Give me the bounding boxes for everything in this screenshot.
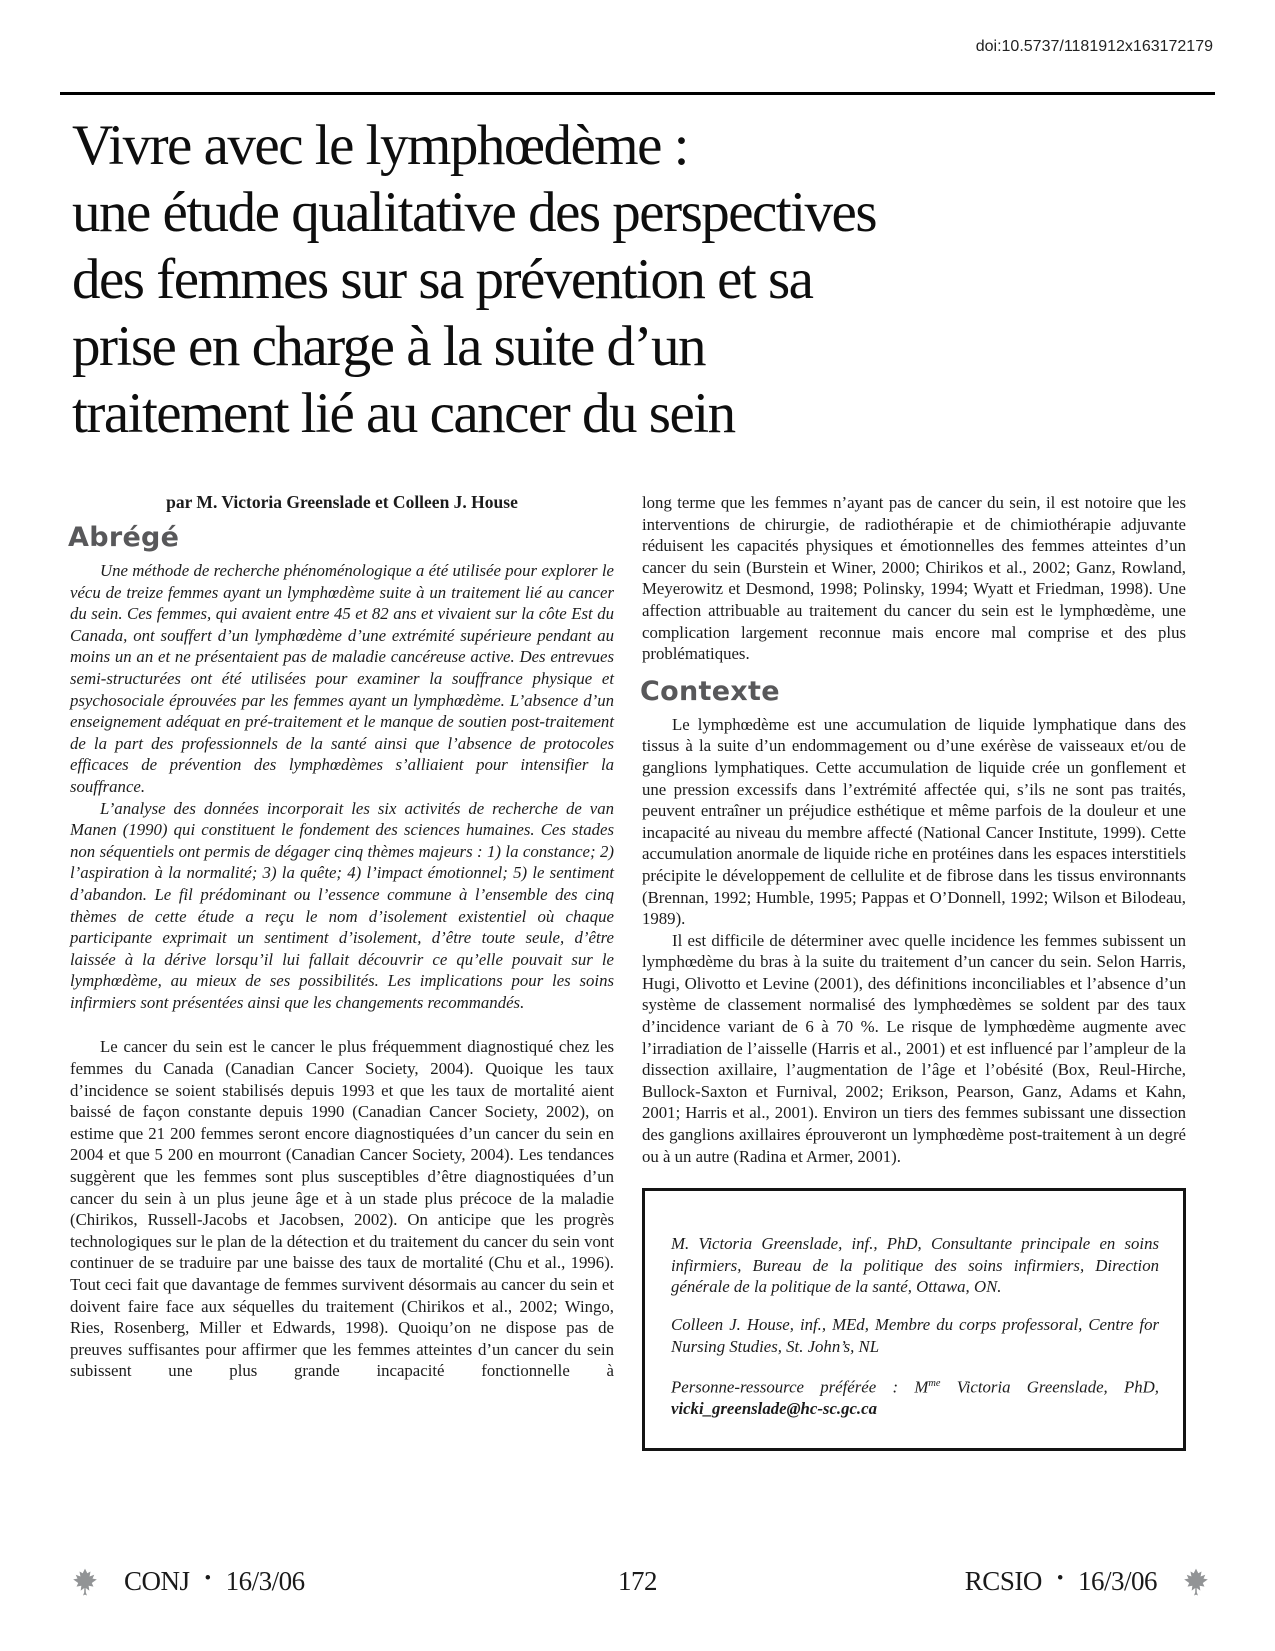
footer-left-date: 16/3/06 xyxy=(225,1566,305,1596)
context-heading: Contexte xyxy=(640,675,780,707)
page-footer xyxy=(0,1566,1275,1608)
title-line-5: traitement lié au cancer du sein xyxy=(72,382,735,445)
article-title xyxy=(72,112,1217,447)
maple-leaf-icon xyxy=(70,1567,100,1597)
title-line-1: Vivre avec le lymphœdème : xyxy=(72,114,688,177)
byline: par M. Victoria Greenslade et Colleen J. House xyxy=(166,492,518,512)
continuation-paragraph: long terme que les femmes n’ayant pas de cancer du sein, il est notoire que les interventions de chirurgie, de radiothérapie et de chimiothérapie adjuvante réduisent les capacités physiques et émotionnelles des femmes atteintes d’un cancer du sein (Burstein et Winer, 2000; Chirikos et al., 2002; Ganz, Rowland, Meyerowitz et Desmond, 1998; Polinsky, 1994; Wyatt et Friedman, 1998). Une affection attribuable au traitement du cancer du sein est le lymphœdème, une complication largement reconnue mais encore mal comprise et des plus problématiques. xyxy=(642,493,1186,664)
footer-left-journal: CONJ xyxy=(124,1566,190,1596)
left-column xyxy=(70,492,614,1382)
footer-right xyxy=(965,1566,1211,1597)
footer-left xyxy=(70,1566,305,1597)
author-info-box xyxy=(642,1188,1186,1451)
contact-superscript: me xyxy=(928,1378,941,1390)
footer-right-date: 16/3/06 xyxy=(1077,1566,1157,1596)
doi-text: doi:10.5737/1181912x163172179 xyxy=(975,38,1213,55)
intro-paragraph: Le cancer du sein est le cancer le plus fréquemment diagnostiqué chez les femmes du Canada (Canadian Cancer Society, 2004). Quoique les taux d’incidence se soient stabilisés depuis 1993 et que les taux de mortalité aient baissé de façon constante depuis 1990 (Canadian Cancer Society, 2002), on estime que 21 200 femmes seront encore diagnostiquées d’un cancer du sein en 2004 et que 5 200 en mourront (Canadian Cancer Society, 2004). Les tendances suggèrent que les femmes sont plus susceptibles d’être diagnostiquées d’un cancer du sein à un plus jeune âge et à un stade plus précoce de la maladie (Chirikos, Russell-Jacobs et Jacobsen, 2002). On anticipe que les progrès technologiques sur le plan de la détection et du traitement du cancer du sein vont continuer de se traduire par une baisse des taux de mortalité (Chu et al., 1996). Tout ceci fait que davantage de femmes survivent désormais au cancer du sein et doivent faire face aux séquelles du traitement (Chirikos et al., 2002; Wingo, Ries, Rosenberg, Miller et Edwards, 1998). Quoiqu’on ne dispose pas de preuves suffisantes pour affirmer que les femmes atteintes d’un cancer du sein subissent une plus grande incapacité fonctionnelle à xyxy=(70,1037,614,1381)
context-paragraph-2: Il est difficile de déterminer avec quelle incidence les femmes subissent un lymphœdème du bras à la suite du traitement d’un cancer du sein. Selon Harris, Hugi, Olivotto et Levine (2001), des définitions inconciliables et l’absence d’un système de classement normalisé des lymphœdèmes se soldent par des taux d’incidence variant de 6 à 70 %. Le risque de lymphœdème augmente avec l’irradiation de l’aisselle (Harris et al., 2001) et est influencé par l’ampleur de la dissection axillaire, l’augmentation de l’âge et l’obésité (Box, Reul-Hirche, Bullock-Saxton et Furnival, 2002; Erikson, Pearson, Ganz, Adams et Kahn, 2001; Harris et al., 2001). Environ un tiers des femmes subissant une dissection des ganglions axillaires éprouveront un lymphœdème post-traitement à un degré ou à un autre (Radina et Armer, 2001). xyxy=(642,930,1186,1166)
abstract-paragraph-1: Une méthode de recherche phénoménologique a été utilisée pour explorer le vécu de treize femmes ayant un lymphœdème suite à un traitement lié au cancer du sein. Ces femmes, qui avaient entre 45 et 82 ans et vivaient sur la côte Est du Canada, ont souffert d’un lymphœdème d’une extrémité supérieure pendant au moins un an et ne présentaient pas de maladie cancéreuse active. Des entrevues semi-structurées ont été utilisées pour examiner la souffrance physique et psychosociale éprouvées par les femmes ayant un lymphœdème. L’absence d’un enseignement adéquat en pré-traitement et le manque de soutien post-traitement de la part des professionnels de la santé ainsi que l’absence de protocoles efficaces de prévention des lymphœdèmes s’alliaient pour intensifier la souffrance. xyxy=(70,561,614,796)
maple-leaf-icon xyxy=(1181,1567,1211,1597)
page-number: 172 xyxy=(618,1566,657,1596)
abstract-heading: Abrégé xyxy=(68,522,180,553)
author-bio-1: M. Victoria Greenslade, inf., PhD, Consultante principale en soins infirmiers, Bureau de la politique des soins infirmiers, Direction générale de la politique de la santé, Ottawa, ON. xyxy=(671,1234,1159,1297)
footer-right-separator: • xyxy=(1056,1567,1063,1589)
title-line-2: une étude qualitative des perspectives xyxy=(72,181,877,244)
footer-left-separator: • xyxy=(204,1567,211,1589)
author-bio-2: Colleen J. House, inf., MEd, Membre du corps professoral, Centre for Nursing Studies, St. John’s, NL xyxy=(671,1315,1159,1356)
footer-right-journal: RCSIO xyxy=(964,1566,1042,1596)
contact-email: vicki_greenslade@hc-sc.gc.ca xyxy=(671,1399,877,1419)
title-line-3: des femmes sur sa prévention et sa xyxy=(72,248,813,311)
abstract-paragraph-2: L’analyse des données incorporait les six activités de recherche de van Manen (1990) qui constituent le fondement des sciences humaines. Ces stades non séquentiels ont permis de dégager cinq thèmes majeurs : 1) la constance; 2) l’aspiration à la normalité; 3) la quête; 4) l’impact émotionnel; 5) le sentiment d’abandon. Le fil prédominant ou l’essence commune à l’ensemble des cinq thèmes de cette étude a reçu le nom d’isolement existentiel où chaque participante exprimait un sentiment d’isolement, d’être toute seule, d’être laissée à la dérive lorsqu’il lui fallait découvrir ce qu’elle pouvait sur le lymphœdème, au mieux de ses possibilités. Les implications pour les soins infirmiers sont présentées ainsi que les changements recommandés. xyxy=(70,798,614,1012)
header-rule xyxy=(60,92,1215,95)
title-line-4: prise en charge à la suite d’un xyxy=(72,315,706,378)
contact-prefix: Personne-ressource préférée : M xyxy=(671,1377,929,1397)
right-column xyxy=(642,492,1186,1451)
author-contact xyxy=(671,1373,1159,1420)
contact-rest: Victoria Greenslade, PhD, xyxy=(940,1377,1159,1397)
context-paragraph-1: Le lymphœdème est une accumulation de liquide lymphatique dans des tissus à la suite d’un endommagement ou d’une exérèse de vaisseaux et/ou de ganglions lymphatiques. Cette accumulation de liquide crée un gonflement et une pression excessifs dans l’extrémité affectée qui, s’ils ne sont pas traités, peuvent entraîner un préjudice esthétique et même parfois de la douleur et une incapacité au niveau du membre affecté (National Cancer Institute, 1999). Cette accumulation anormale de liquide riche en protéines dans les espaces interstitiels précipite le développement de cellulite et de fibrose dans les tissus environnants (Brennan, 1992; Humble, 1995; Pappas et O’Donnell, 1992; Wilson et Bilodeau, 1989). xyxy=(642,714,1186,929)
